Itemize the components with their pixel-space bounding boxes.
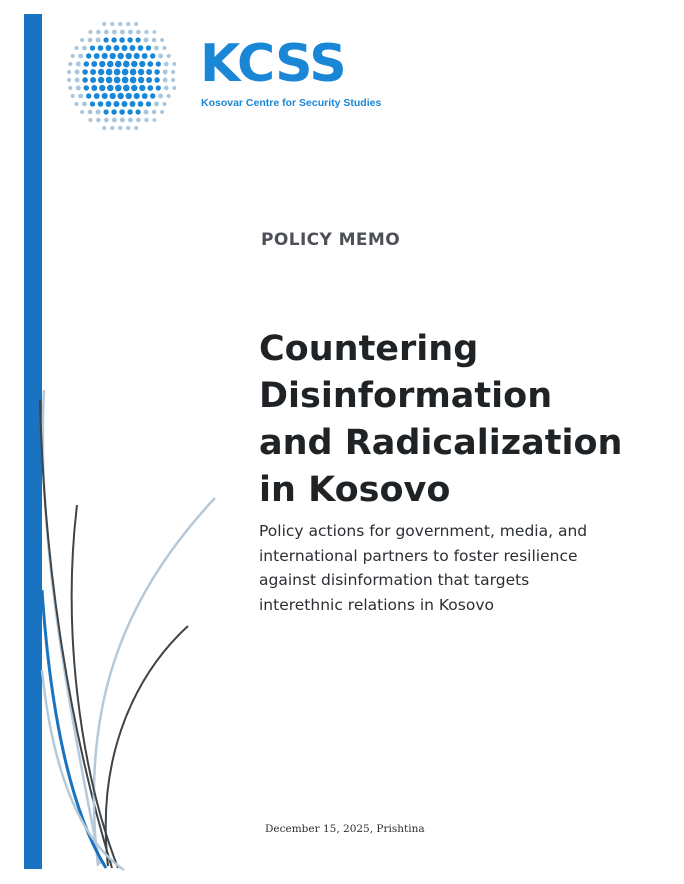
globe-dot	[162, 46, 166, 50]
globe-dot	[119, 37, 125, 43]
globe-dot	[107, 85, 114, 92]
globe-dot	[162, 102, 166, 106]
globe-dot	[167, 54, 171, 58]
globe-dot	[160, 110, 164, 114]
globe-dot	[112, 30, 117, 35]
decorative-swoosh-lines	[0, 390, 240, 884]
globe-dot	[103, 37, 108, 42]
globe-dot	[147, 85, 153, 91]
globe-dot	[91, 61, 97, 67]
globe-dot	[144, 30, 148, 34]
title-line: Countering	[259, 329, 479, 369]
globe-dot	[130, 69, 137, 76]
globe-dot	[74, 46, 78, 50]
globe-dot	[121, 45, 127, 51]
globe-dot	[103, 109, 108, 114]
globe-dot	[96, 37, 101, 42]
globe-dot	[123, 85, 130, 92]
globe-dot	[139, 85, 145, 91]
globe-dot	[91, 85, 97, 91]
globe-dot	[90, 101, 95, 106]
globe-dot	[147, 61, 153, 67]
globe-dot	[142, 93, 148, 99]
globe-dot	[122, 69, 129, 76]
globe-dot	[164, 62, 169, 67]
globe-dot	[152, 118, 156, 122]
swoosh-dark-3	[106, 626, 188, 866]
title-line: and Radicalization	[259, 423, 623, 463]
globe-dot	[113, 101, 119, 107]
globe-dot	[86, 53, 91, 58]
globe-dot	[134, 22, 138, 26]
globe-dot	[150, 53, 155, 58]
globe-dot	[158, 94, 163, 99]
globe-dot	[104, 30, 109, 35]
globe-dot	[106, 69, 113, 76]
logo-tagline: Kosovar Centre for Security Studies	[201, 97, 382, 109]
globe-dot	[164, 86, 169, 91]
globe-dot	[167, 94, 171, 98]
globe-dot	[96, 118, 100, 122]
swoosh-light-2	[94, 498, 215, 866]
globe-dot	[78, 54, 83, 59]
globe-dot	[98, 45, 104, 51]
document-type-label: POLICY MEMO	[261, 230, 401, 250]
globe-dot	[96, 30, 100, 34]
globe-dot	[94, 93, 100, 99]
globe-dot	[171, 70, 175, 74]
globe-dot	[115, 61, 122, 68]
globe-dot	[154, 77, 160, 83]
globe-dot	[90, 45, 95, 50]
globe-dot	[156, 85, 161, 90]
globe-dot	[114, 69, 121, 76]
globe-dot	[136, 30, 141, 35]
memo-subtitle	[259, 519, 659, 617]
globe-dot	[154, 69, 160, 75]
globe-dot	[88, 118, 92, 122]
publication-date-place: December 15, 2025, Prishtina	[265, 823, 425, 835]
globe-dot	[142, 53, 148, 59]
globe-dot	[171, 78, 175, 82]
globe-dot	[111, 37, 116, 42]
globe-dot	[82, 77, 88, 83]
globe-dot	[126, 126, 130, 130]
title-line: Disinformation	[259, 376, 553, 416]
globe-dot	[146, 77, 152, 83]
globe-dot	[138, 77, 144, 83]
globe-dot	[106, 101, 112, 107]
globe-dot	[98, 101, 104, 107]
globe-dot	[71, 54, 75, 58]
globe-dot	[96, 109, 101, 114]
globe-dot	[88, 30, 92, 34]
globe-dot	[82, 46, 87, 51]
globe-dot	[127, 109, 132, 114]
globe-dot	[111, 109, 116, 114]
globe-dot	[90, 77, 96, 83]
globe-dot	[107, 61, 114, 68]
globe-dot	[118, 93, 124, 99]
globe-dot	[67, 78, 71, 82]
globe-dot	[110, 126, 114, 130]
globe-dot	[120, 30, 125, 35]
globe-dot	[138, 69, 144, 75]
globe-dot	[118, 53, 124, 59]
globe-dot	[158, 54, 163, 59]
globe-dot	[152, 30, 156, 34]
globe-dot	[134, 53, 140, 59]
globe-dot	[88, 110, 93, 115]
globe-dot	[163, 70, 168, 75]
subtitle-line: international partners to foster resilience	[259, 546, 578, 565]
globe-dot	[110, 22, 114, 26]
globe-dot	[126, 93, 132, 99]
globe-dot	[76, 62, 81, 67]
globe-dot	[130, 77, 137, 84]
globe-dot	[80, 110, 84, 114]
globe-dot	[123, 61, 130, 68]
subtitle-line: against disinformation that targets	[259, 571, 530, 589]
globe-dot	[75, 78, 80, 83]
globe-dot	[154, 46, 159, 51]
globe-dot	[84, 85, 89, 90]
globe-dot	[152, 38, 156, 42]
globe-dot	[121, 101, 127, 107]
globe-dot	[156, 61, 161, 66]
globe-dot	[90, 69, 96, 75]
title-line: in Kosovo	[259, 470, 451, 510]
globe-dot	[126, 22, 130, 26]
globe-dot	[139, 61, 145, 67]
globe-dot	[126, 53, 132, 59]
globe-dot	[118, 22, 122, 26]
globe-dot	[67, 70, 71, 74]
globe-dot	[86, 93, 91, 98]
globe-dot	[152, 110, 156, 114]
globe-dot	[84, 61, 89, 66]
globe-dot	[130, 45, 136, 51]
globe-dot	[110, 93, 116, 99]
globe-dot	[119, 109, 125, 115]
subtitle-line: interethnic relations in Kosovo	[259, 595, 495, 614]
globe-dot	[68, 62, 72, 66]
globe-dot	[136, 118, 141, 123]
globe-dot	[78, 94, 83, 99]
globe-dot	[82, 69, 88, 75]
globe-dot	[138, 45, 144, 51]
dotted-globe-icon	[63, 18, 179, 134]
globe-dot	[98, 69, 104, 75]
globe-dot	[122, 77, 129, 84]
globe-dot	[134, 126, 138, 130]
globe-dot	[146, 45, 151, 50]
logo-wordmark: KCSS	[200, 34, 346, 94]
globe-dot	[80, 38, 84, 42]
globe-dot	[144, 38, 149, 43]
globe-dot	[172, 86, 176, 90]
globe-dot	[71, 94, 75, 98]
globe-dot	[75, 70, 80, 75]
globe-dot	[104, 118, 109, 123]
globe-dot	[163, 78, 168, 83]
globe-dot	[144, 118, 148, 122]
globe-dot	[74, 102, 78, 106]
globe-dot	[112, 118, 117, 123]
globe-dot	[146, 101, 151, 106]
globe-dot	[150, 93, 155, 98]
globe-dot	[144, 110, 149, 115]
globe-dot	[106, 45, 112, 51]
globe-dot	[110, 53, 116, 59]
globe-dot	[172, 62, 176, 66]
globe-dot	[115, 85, 122, 92]
globe-dot	[131, 61, 137, 67]
globe-dot	[99, 85, 105, 91]
globe-dot	[160, 38, 164, 42]
globe-dot	[102, 53, 108, 59]
globe-dot	[135, 37, 140, 42]
globe-dot	[114, 77, 121, 84]
globe-dot	[138, 101, 144, 107]
globe-dot	[88, 38, 93, 43]
globe-dot	[154, 102, 159, 107]
globe-dot	[134, 93, 140, 99]
globe-dot	[128, 30, 133, 35]
globe-dot	[102, 22, 106, 26]
globe-dot	[82, 102, 87, 107]
globe-dot	[146, 69, 152, 75]
globe-dot	[135, 109, 140, 114]
globe-dot	[131, 85, 137, 91]
globe-dot	[76, 86, 81, 91]
globe-dot	[113, 45, 119, 51]
memo-title	[259, 326, 659, 514]
globe-dot	[98, 77, 104, 83]
globe-dot	[99, 61, 105, 67]
globe-dot	[102, 126, 106, 130]
globe-dot	[106, 77, 113, 84]
globe-dot	[130, 101, 136, 107]
globe-dot	[128, 118, 133, 123]
globe-dot	[68, 86, 72, 90]
globe-dot	[120, 118, 125, 123]
globe-dot	[102, 93, 108, 99]
globe-dot	[127, 37, 132, 42]
subtitle-line: Policy actions for government, media, and	[259, 522, 588, 540]
globe-dot	[118, 126, 122, 130]
globe-dot	[94, 53, 100, 59]
